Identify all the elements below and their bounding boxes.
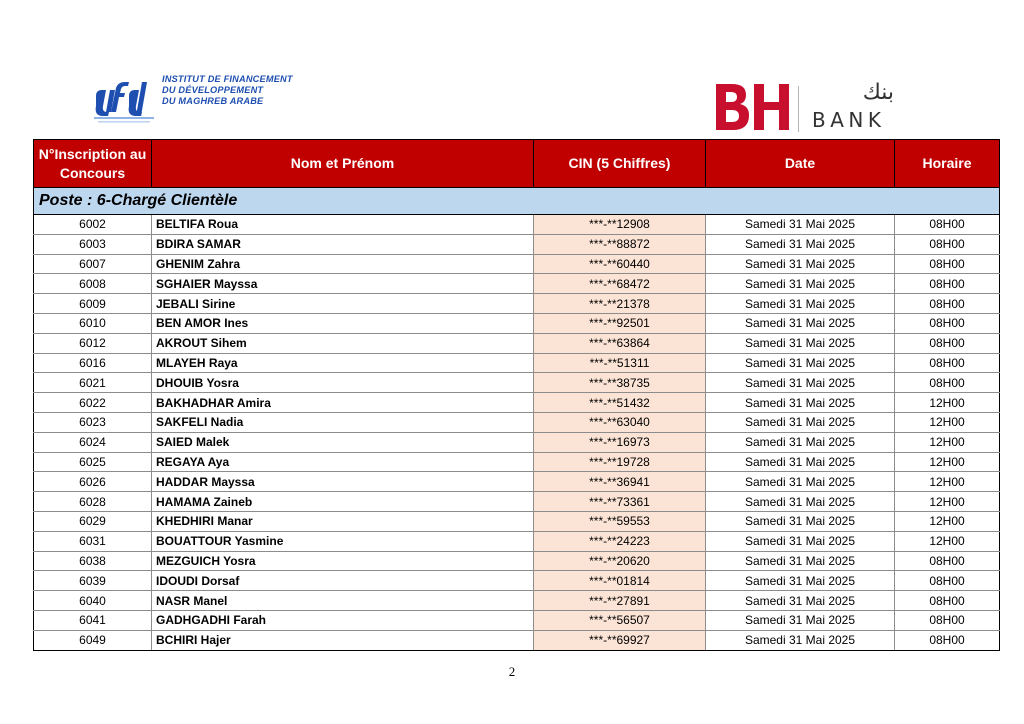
cell-cin: ***-**21378 (534, 294, 706, 314)
cell-time: 08H00 (895, 630, 1000, 650)
cell-full-name: BOUATTOUR Yasmine (152, 531, 534, 551)
table-row (34, 610, 1000, 630)
cell-cin: ***-**56507 (534, 610, 706, 630)
cell-cin: ***-**24223 (534, 531, 706, 551)
cell-time: 08H00 (895, 353, 1000, 373)
cell-registration-number: 6023 (34, 412, 152, 432)
cell-registration-number: 6002 (34, 215, 152, 235)
cell-date: Samedi 31 Mai 2025 (706, 472, 895, 492)
cell-time: 08H00 (895, 571, 1000, 591)
cell-full-name: BEN AMOR Ines (152, 313, 534, 333)
header-registration-number: N°Inscription au Concours (34, 140, 152, 188)
table-row (34, 452, 1000, 472)
bh-bank-logo (714, 82, 899, 134)
cell-registration-number: 6041 (34, 610, 152, 630)
table-row (34, 571, 1000, 591)
cell-date: Samedi 31 Mai 2025 (706, 452, 895, 472)
cell-time: 12H00 (895, 511, 1000, 531)
cell-cin: ***-**59553 (534, 511, 706, 531)
cell-registration-number: 6008 (34, 274, 152, 294)
cell-cin: ***-**68472 (534, 274, 706, 294)
cell-time: 12H00 (895, 492, 1000, 512)
cell-time: 12H00 (895, 393, 1000, 413)
table-row (34, 274, 1000, 294)
cell-registration-number: 6012 (34, 333, 152, 353)
header-cin: CIN (5 Chiffres) (534, 140, 706, 188)
cell-cin: ***-**73361 (534, 492, 706, 512)
table-row (34, 215, 1000, 235)
table-row (34, 551, 1000, 571)
cell-registration-number: 6009 (34, 294, 152, 314)
cell-time: 08H00 (895, 254, 1000, 274)
cell-full-name: SAKFELI Nadia (152, 412, 534, 432)
cell-date: Samedi 31 Mai 2025 (706, 215, 895, 235)
section-title: Poste : 6-Chargé Clientèle (34, 188, 1000, 215)
cell-cin: ***-**92501 (534, 313, 706, 333)
cell-full-name: MEZGUICH Yosra (152, 551, 534, 571)
table-row (34, 531, 1000, 551)
cell-registration-number: 6010 (34, 313, 152, 333)
cell-cin: ***-**12908 (534, 215, 706, 235)
cell-date: Samedi 31 Mai 2025 (706, 432, 895, 452)
cell-full-name: IDOUDI Dorsaf (152, 571, 534, 591)
cell-registration-number: 6049 (34, 630, 152, 650)
cell-cin: ***-**51311 (534, 353, 706, 373)
cell-date: Samedi 31 Mai 2025 (706, 373, 895, 393)
cell-date: Samedi 31 Mai 2025 (706, 492, 895, 512)
cell-cin: ***-**19728 (534, 452, 706, 472)
cell-registration-number: 6025 (34, 452, 152, 472)
cell-cin: ***-**27891 (534, 591, 706, 611)
cell-full-name: DHOUIB Yosra (152, 373, 534, 393)
ifid-logo (92, 74, 293, 126)
cell-cin: ***-**01814 (534, 571, 706, 591)
cell-date: Samedi 31 Mai 2025 (706, 234, 895, 254)
cell-full-name: BDIRA SAMAR (152, 234, 534, 254)
cell-cin: ***-**36941 (534, 472, 706, 492)
ifid-line-3: DU MAGHREB ARABE (162, 96, 264, 106)
cell-date: Samedi 31 Mai 2025 (706, 412, 895, 432)
cell-full-name: HAMAMA Zaineb (152, 492, 534, 512)
cell-cin: ***-**20620 (534, 551, 706, 571)
ifid-emblem-icon (92, 76, 158, 124)
logo-separator (798, 86, 799, 132)
cell-full-name: SAIED Malek (152, 432, 534, 452)
table-header-row (34, 140, 1000, 188)
table-row (34, 294, 1000, 314)
cell-date: Samedi 31 Mai 2025 (706, 254, 895, 274)
cell-full-name: KHEDHIRI Manar (152, 511, 534, 531)
cell-cin: ***-**63040 (534, 412, 706, 432)
cell-full-name: BCHIRI Hajer (152, 630, 534, 650)
cell-time: 12H00 (895, 412, 1000, 432)
bh-arabic-wordmark: بنك (862, 80, 894, 105)
cell-time: 08H00 (895, 215, 1000, 235)
cell-date: Samedi 31 Mai 2025 (706, 511, 895, 531)
table-row (34, 432, 1000, 452)
cell-registration-number: 6024 (34, 432, 152, 452)
cell-time: 08H00 (895, 234, 1000, 254)
candidate-table (33, 139, 1000, 651)
cell-date: Samedi 31 Mai 2025 (706, 313, 895, 333)
table-row (34, 412, 1000, 432)
cell-full-name: AKROUT Sihem (152, 333, 534, 353)
bh-logo-mark-icon (714, 82, 790, 132)
cell-time: 12H00 (895, 531, 1000, 551)
ifid-line-2: DU DÉVELOPPEMENT (162, 85, 264, 95)
cell-date: Samedi 31 Mai 2025 (706, 274, 895, 294)
cell-full-name: SGHAIER Mayssa (152, 274, 534, 294)
cell-registration-number: 6016 (34, 353, 152, 373)
cell-full-name: BAKHADHAR Amira (152, 393, 534, 413)
bh-bank-wordmark: BANK (812, 108, 886, 132)
cell-date: Samedi 31 Mai 2025 (706, 591, 895, 611)
cell-full-name: GHENIM Zahra (152, 254, 534, 274)
cell-registration-number: 6022 (34, 393, 152, 413)
cell-registration-number: 6038 (34, 551, 152, 571)
cell-date: Samedi 31 Mai 2025 (706, 393, 895, 413)
table-row (34, 630, 1000, 650)
cell-time: 08H00 (895, 274, 1000, 294)
section-row (34, 188, 1000, 215)
cell-full-name: MLAYEH Raya (152, 353, 534, 373)
cell-time: 12H00 (895, 432, 1000, 452)
table-row (34, 234, 1000, 254)
cell-cin: ***-**69927 (534, 630, 706, 650)
cell-full-name: JEBALI Sirine (152, 294, 534, 314)
cell-time: 08H00 (895, 313, 1000, 333)
table-row (34, 591, 1000, 611)
cell-full-name: BELTIFA Roua (152, 215, 534, 235)
cell-cin: ***-**88872 (534, 234, 706, 254)
cell-time: 08H00 (895, 610, 1000, 630)
ifid-line-1: INSTITUT DE FINANCEMENT (162, 74, 293, 84)
cell-time: 08H00 (895, 373, 1000, 393)
cell-registration-number: 6040 (34, 591, 152, 611)
ifid-name (162, 74, 292, 107)
table-row (34, 393, 1000, 413)
cell-cin: ***-**38735 (534, 373, 706, 393)
cell-date: Samedi 31 Mai 2025 (706, 630, 895, 650)
cell-time: 08H00 (895, 591, 1000, 611)
cell-date: Samedi 31 Mai 2025 (706, 571, 895, 591)
cell-date: Samedi 31 Mai 2025 (706, 333, 895, 353)
page-number: 2 (508, 664, 516, 679)
cell-registration-number: 6031 (34, 531, 152, 551)
cell-cin: ***-**51432 (534, 393, 706, 413)
cell-date: Samedi 31 Mai 2025 (706, 353, 895, 373)
cell-cin: ***-**63864 (534, 333, 706, 353)
cell-full-name: GADHGADHI Farah (152, 610, 534, 630)
cell-registration-number: 6003 (34, 234, 152, 254)
cell-registration-number: 6029 (34, 511, 152, 531)
table-row (34, 254, 1000, 274)
cell-date: Samedi 31 Mai 2025 (706, 294, 895, 314)
cell-date: Samedi 31 Mai 2025 (706, 531, 895, 551)
cell-time: 08H00 (895, 294, 1000, 314)
cell-cin: ***-**60440 (534, 254, 706, 274)
cell-time: 08H00 (895, 551, 1000, 571)
cell-full-name: REGAYA Aya (152, 452, 534, 472)
cell-date: Samedi 31 Mai 2025 (706, 610, 895, 630)
table-row (34, 472, 1000, 492)
table-row (34, 313, 1000, 333)
cell-full-name: NASR Manel (152, 591, 534, 611)
table-row (34, 492, 1000, 512)
header-time: Horaire (895, 140, 1000, 188)
cell-registration-number: 6039 (34, 571, 152, 591)
cell-time: 12H00 (895, 452, 1000, 472)
header-date: Date (706, 140, 895, 188)
cell-full-name: HADDAR Mayssa (152, 472, 534, 492)
table-row (34, 333, 1000, 353)
table-row (34, 511, 1000, 531)
cell-registration-number: 6028 (34, 492, 152, 512)
cell-registration-number: 6026 (34, 472, 152, 492)
cell-registration-number: 6021 (34, 373, 152, 393)
table-row (34, 373, 1000, 393)
cell-cin: ***-**16973 (534, 432, 706, 452)
cell-time: 12H00 (895, 472, 1000, 492)
cell-registration-number: 6007 (34, 254, 152, 274)
header-full-name: Nom et Prénom (152, 140, 534, 188)
cell-time: 08H00 (895, 333, 1000, 353)
cell-date: Samedi 31 Mai 2025 (706, 551, 895, 571)
table-row (34, 353, 1000, 373)
